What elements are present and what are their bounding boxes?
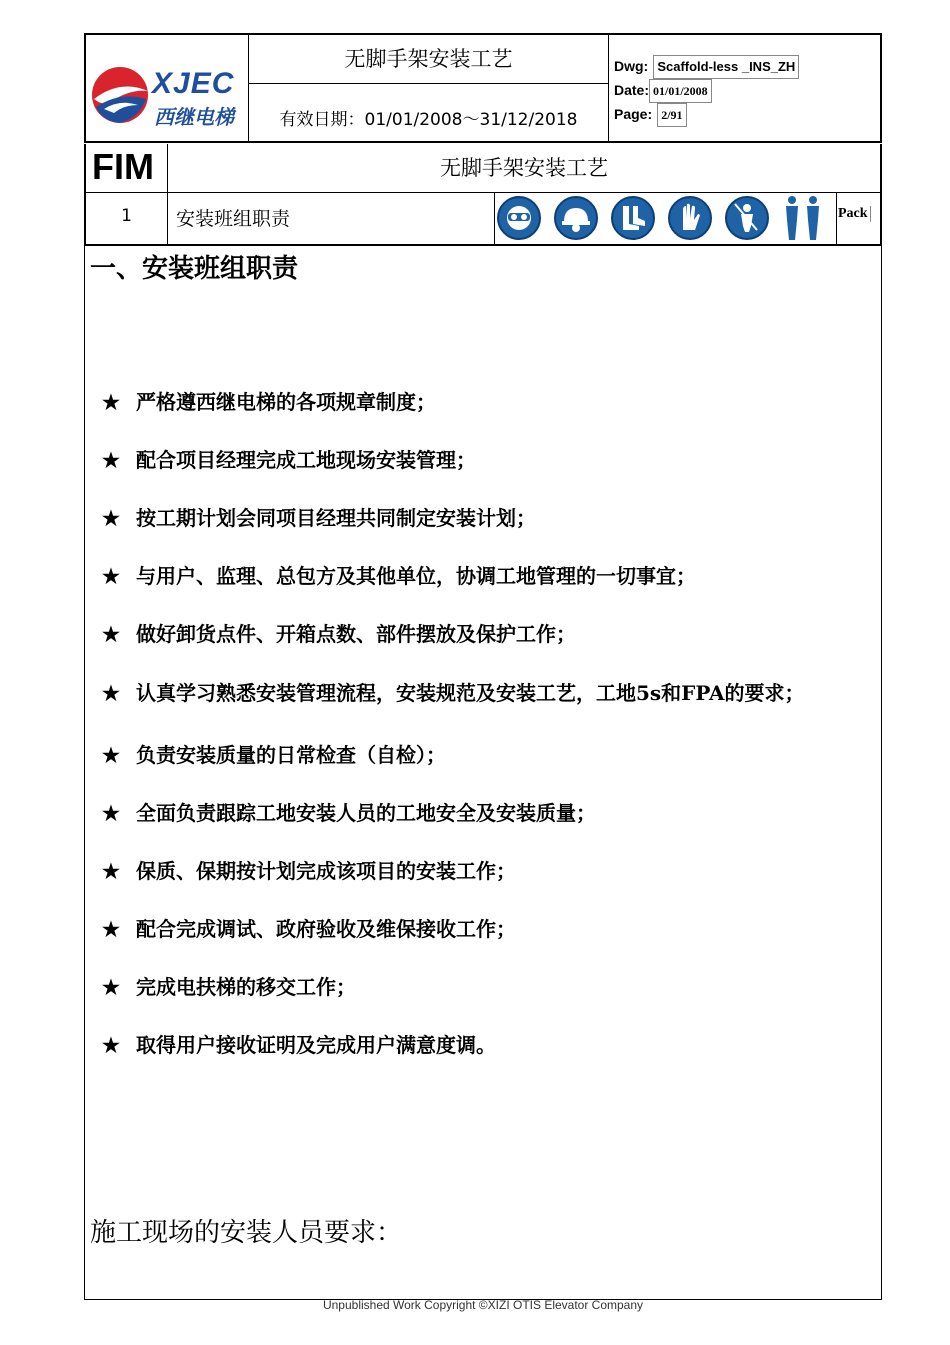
star-bullet-icon: ★ (102, 622, 120, 646)
list-item-text: 做好卸货点件、开箱点数、部件摆放及保护工作； (136, 622, 576, 646)
list-item (102, 618, 576, 647)
date-label: Date: (614, 82, 650, 98)
logo-swirl-icon (90, 65, 150, 125)
star-bullet-icon: ★ (102, 681, 120, 705)
list-item-text: 与用户、监理、总包方及其他单位，协调工地管理的一切事宜； (136, 564, 696, 588)
star-bullet-icon: ★ (102, 1033, 120, 1057)
star-bullet-icon: ★ (102, 743, 120, 767)
dwg-label: Dwg: (614, 58, 649, 74)
two-person-icon (780, 194, 826, 242)
list-item-text: 配合完成调试、政府验收及维保接收工作； (136, 917, 516, 941)
copyright-footer: Unpublished Work Copyright ©XIZI OTIS Elevator Company (322, 1298, 644, 1312)
star-bullet-icon: ★ (102, 801, 120, 825)
section-number: 1 (121, 206, 132, 226)
doc-title: 无脚手架安装工艺 (344, 47, 513, 71)
validity-date: 有效日期：01/01/2008～31/12/2018 (279, 110, 578, 130)
star-bullet-icon: ★ (102, 917, 120, 941)
list-item (102, 502, 536, 531)
star-bullet-icon: ★ (102, 448, 120, 472)
list-item-text: 保质、保期按计划完成该项目的安装工作； (136, 859, 516, 883)
page-value: 2/91 (657, 103, 686, 127)
list-item-text: 负责安装质量的日常检查（自检）； (136, 743, 446, 767)
list-item (102, 739, 446, 768)
star-bullet-icon: ★ (102, 564, 120, 588)
list-item-text: 严格遵西继电梯的各项规章制度； (136, 390, 436, 414)
logo-text: XJEC (152, 67, 235, 100)
star-bullet-icon: ★ (102, 506, 120, 530)
list-item (102, 855, 516, 884)
list-item-text: 配合项目经理完成工地现场安装管理； (136, 448, 476, 472)
list-item-text: 全面负责跟踪工地安装人员的工地安全及安装质量； (136, 801, 596, 825)
hard-hat-icon (554, 196, 598, 240)
star-bullet-icon: ★ (102, 975, 120, 999)
goggles-icon (497, 196, 541, 240)
list-item (102, 1029, 496, 1058)
header-divider (248, 83, 608, 84)
company-logo (90, 65, 246, 129)
subheading: 施工现场的安装人员要求： (90, 1218, 403, 1248)
fim-divider (86, 192, 880, 193)
header-divider (608, 35, 609, 141)
fim-divider (836, 192, 837, 244)
harness-icon (725, 196, 769, 240)
list-item-text: 取得用户接收证明及完成用户满意度调。 (136, 1033, 496, 1057)
list-item-text: 按工期计划会同项目经理共同制定安装计划； (136, 506, 536, 530)
list-item-text: 认真学习熟悉安装管理流程，安装规范及安装工艺，工地5s和FPA的要求； (136, 681, 805, 705)
document-header (84, 33, 882, 143)
list-item (102, 386, 436, 415)
list-item (102, 971, 356, 1000)
fim-label: FIM (92, 146, 154, 187)
list-item (102, 797, 596, 826)
list-item (102, 677, 804, 706)
list-item (102, 913, 516, 942)
gloves-icon (668, 196, 712, 240)
section-title: 安装班组职责 (176, 208, 291, 230)
fim-divider (494, 192, 495, 244)
dwg-value: Scaffold-less _INS_ZH (653, 55, 799, 79)
doc-info (614, 55, 876, 127)
section-heading: 一、安装班组职责 (90, 254, 299, 284)
list-item (102, 444, 476, 473)
logo-company-name: 西继电梯 (154, 105, 234, 129)
list-item-text: 完成电扶梯的移交工作； (136, 975, 356, 999)
page-label: Page: (614, 106, 653, 122)
list-item (102, 560, 696, 589)
star-bullet-icon: ★ (102, 859, 120, 883)
pack-label: Pack (838, 206, 871, 222)
star-bullet-icon: ★ (102, 390, 120, 414)
date-value: 01/01/2008 (649, 79, 712, 103)
fim-title: 无脚手架安装工艺 (440, 156, 608, 180)
safety-boots-icon (611, 196, 655, 240)
